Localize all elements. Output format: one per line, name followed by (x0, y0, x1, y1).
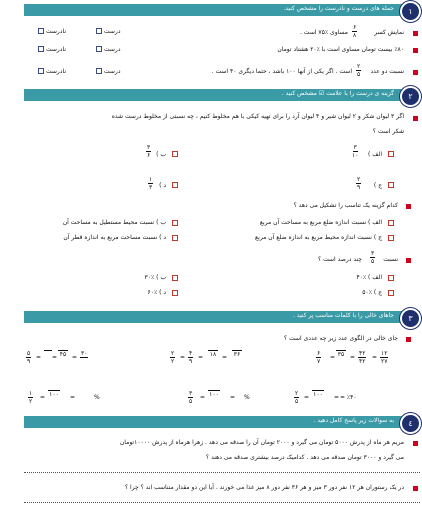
s2-q1-option-b-checkbox[interactable] (172, 151, 178, 157)
s2-q3-option-d-checkbox[interactable] (172, 290, 178, 296)
section-1-title: جمله های درست و نادرست را مشخص کنید. (283, 5, 394, 12)
section-2-badge: ٢ (400, 86, 421, 107)
bullet-icon (413, 486, 418, 491)
s2-q1-text2: شکر است ؟ (372, 128, 404, 135)
s1-false-label: نادرست (46, 28, 66, 35)
bullet-icon (413, 48, 418, 53)
s2-q2-option-c-checkbox[interactable] (388, 235, 394, 241)
s2-q1-option-a-fraction: ۳ ۱۰ (352, 144, 359, 159)
s1-item1-false-checkbox[interactable] (38, 28, 44, 34)
section-3-badge: ٣ (400, 308, 421, 329)
s2-q1-option-b-label: ب ) (156, 151, 166, 158)
section-2-header (24, 89, 420, 101)
s2-q1-option-c-fraction: ۲ ۹ (357, 176, 361, 191)
s2-q3-option-c-label: ج ) ٪۵۰ (362, 289, 382, 296)
s1-item2-false-checkbox[interactable] (38, 46, 44, 52)
section-1-header (24, 4, 420, 16)
s1-true-label: درست (104, 46, 121, 53)
s3-question: جای خالی در الگوی عدد زیر چه عددی است ؟ (283, 335, 398, 342)
s2-q1-option-a-checkbox[interactable] (388, 151, 394, 157)
blank-fraction[interactable]: ۳۵ (337, 351, 345, 358)
s2-q3-tail: چند درصد است ؟ (318, 256, 362, 263)
s1-false-label: نادرست (46, 46, 66, 53)
s2-q1-option-d-fraction: ۱ ۳ (149, 176, 153, 191)
s2-q1-option-b-fraction: ۳ ۶ (147, 144, 151, 159)
section-4-title: به سوالات زیر پاسخ کامل دهید . (313, 417, 394, 424)
s1-item3-true-checkbox[interactable] (96, 68, 102, 74)
bullet-icon (406, 337, 411, 342)
section-1-badge: ١ (400, 1, 421, 22)
blank-fraction[interactable]: ۱۰۰ (313, 391, 323, 398)
s1-item1-text: نمایش کسر (374, 29, 404, 36)
s2-q1-text: اگر ۳ لیوان شکر و ۲ لیوان شیر و ۴ لیوان آرد را برای تهیه کیکی با هم مخلوط کنیم ، چه نسبتی از مخلوط درست شده (111, 113, 404, 120)
s1-item3-fraction: ۲ ۵ (357, 63, 361, 78)
s2-q2-option-d-checkbox[interactable] (172, 235, 178, 241)
s2-q2-option-d-label: د ) نسبت مساحت مربع به اندازه قطر آن (63, 234, 166, 241)
bullet-icon (413, 441, 418, 446)
s2-q3-option-d-label: د ) ٪۶۰ (147, 289, 166, 296)
s4-q2-answer-line[interactable] (24, 502, 420, 503)
section-4-badge: ٤ (400, 413, 421, 434)
s2-q1-option-c-checkbox[interactable] (388, 182, 394, 188)
s1-item3-false-checkbox[interactable] (38, 68, 44, 74)
section-3-header (24, 311, 420, 323)
s2-q2-option-b-checkbox[interactable] (172, 220, 178, 226)
blank-fraction[interactable]: ۱۰۰ (49, 391, 59, 398)
s4-q2-text: در یک رستوران هر ۱۲ نفر دور ۳ میز و هر ۳۶ نفر دور ۸ میز غذا می خورند . آیا این دو مقدار متناسب اند ؟ چرا ؟ (124, 484, 404, 491)
bullet-icon (406, 204, 411, 209)
blank-fraction[interactable]: ۴۵ (59, 351, 67, 358)
s2-q1-option-a-label: الف ) (368, 151, 382, 158)
s1-true-label: درست (104, 68, 121, 75)
blank-fraction[interactable]: ۱۸ (209, 351, 217, 358)
s2-q3-option-b-label: ب ) ٪۳۰ (144, 274, 166, 281)
s2-q2-text: کدام گزینه یک تناسب را تشکیل می دهد ؟ (293, 202, 398, 209)
s1-item1-tail: مساوی ٪۷۵ است . (300, 29, 348, 36)
s2-q3-option-c-checkbox[interactable] (388, 290, 394, 296)
s2-q2-option-b-label: ب ) نسبت محیط مستطیل به مساحت آن (62, 219, 166, 226)
s4-q1-answer-line[interactable] (24, 472, 420, 473)
percent-sign: % (94, 394, 100, 401)
s2-q3-fraction: ۳ ۵ (371, 250, 375, 265)
s2-q3-option-a-label: الف ) ٪۴۰ (356, 274, 382, 281)
s4-q1-line1: مریم هر ماه از پدرش ۵۰۰۰ تومان می گیرد و ۲۰۰۰ تومان آن را صدقه می دهد . زهرا هرماه از پدرش ۱۰۰۰۰تومان (119, 439, 404, 446)
bullet-icon (413, 70, 418, 75)
s1-item2-text: ٪۸۰ بیست تومان مساوی است با ٪۲۰ هشتاد تومان (277, 46, 404, 53)
blank-fraction[interactable] (44, 350, 52, 351)
s2-q2-option-a-label: الف ) نسبت اندازه ضلع مربع به مساحت آن مربع (259, 219, 382, 226)
s1-false-label: نادرست (46, 68, 66, 75)
section-2-title: گزینه ی درست را با علامت ☑ مشخص کنید . (281, 90, 394, 97)
s2-q3-option-a-checkbox[interactable] (388, 275, 394, 281)
s1-item2-true-checkbox[interactable] (96, 46, 102, 52)
s2-q2-option-c-label: ج ) نسبت اندازه محیط مربع به اندازه ضلع آن مربع (254, 234, 382, 241)
section-3-title: جاهای خالی را با کلمات مناسب پر کنید . (293, 312, 394, 319)
s1-true-label: درست (104, 28, 121, 35)
section-4-header (24, 416, 420, 428)
s1-item3-tail: است . اگر یکی از آنها ۱۰۰ باشد ، حتما دیگری ۴۰ است . (211, 68, 352, 75)
bullet-icon (413, 116, 418, 121)
s2-q1-option-d-label: د ) (159, 182, 166, 189)
bullet-icon (413, 31, 418, 36)
s2-q3-text: نسبت (383, 256, 398, 263)
s4-q1-line2: می گیرد و ۳۰۰۰ تومان صدقه می دهد . کدامیک درصد بیشتری صدقه می دهند ؟ (206, 454, 404, 461)
percent-sign: % (244, 394, 250, 401)
bullet-icon (406, 258, 411, 263)
s1-item1-true-checkbox[interactable] (96, 28, 102, 34)
blank-fraction[interactable]: ۳۶ (233, 351, 241, 358)
blank-fraction[interactable]: ۱۰۰ (209, 391, 219, 398)
s2-q2-option-a-checkbox[interactable] (388, 220, 394, 226)
s2-q3-option-b-checkbox[interactable] (172, 275, 178, 281)
s2-q1-option-d-checkbox[interactable] (172, 182, 178, 188)
s2-q1-option-c-label: ج ) (373, 182, 382, 189)
s1-item3-text: نسبت دو عدد (370, 68, 404, 75)
s1-item1-fraction: ۶ ۸ (353, 24, 357, 39)
